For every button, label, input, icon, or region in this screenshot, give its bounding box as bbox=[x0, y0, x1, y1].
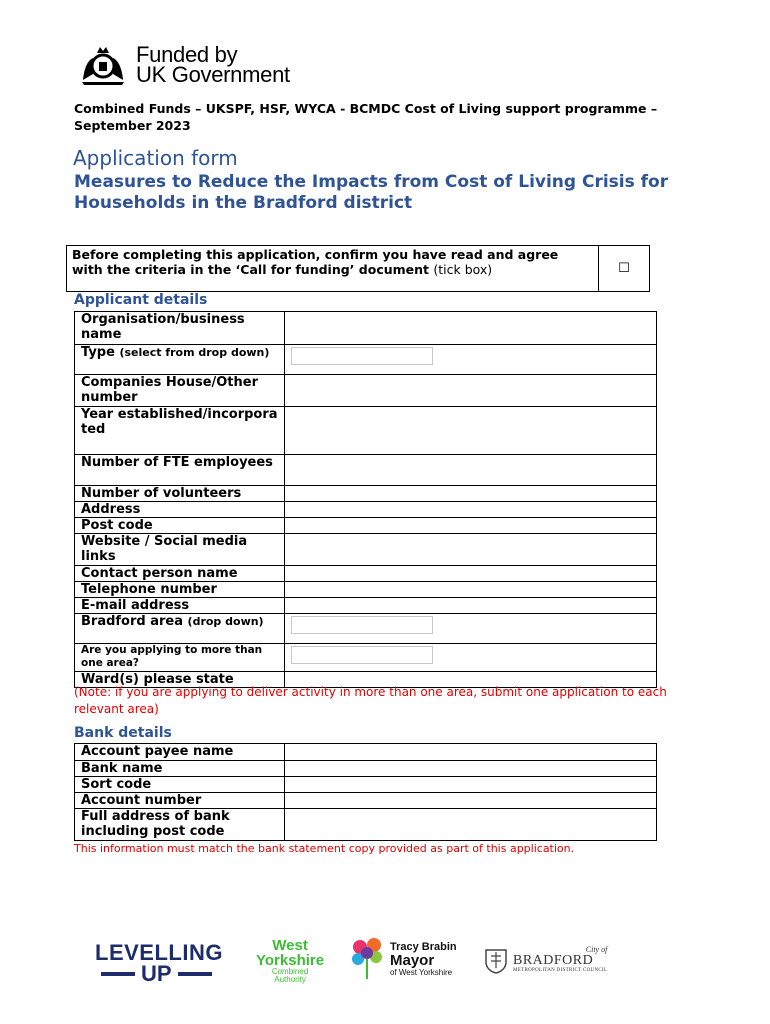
table-row bbox=[75, 761, 657, 777]
table-row bbox=[75, 502, 657, 518]
type-field bbox=[285, 345, 657, 375]
contact-person-field[interactable] bbox=[285, 566, 657, 582]
confirmation-hint: (tick box) bbox=[433, 262, 493, 277]
row-label: Address bbox=[75, 502, 285, 518]
table-row bbox=[75, 534, 657, 566]
table-row bbox=[75, 486, 657, 502]
telephone-field[interactable] bbox=[285, 582, 657, 598]
bradford-line-3: METROPOLITAN DISTRICT COUNCIL bbox=[513, 968, 608, 973]
type-dropdown[interactable] bbox=[291, 347, 433, 365]
website-field[interactable] bbox=[285, 534, 657, 566]
levelling-up-logo bbox=[95, 942, 223, 984]
table-row bbox=[75, 566, 657, 582]
row-label: Type (select from drop down) bbox=[75, 345, 285, 375]
programme-title: Combined Funds – UKSPF, HSF, WYCA - BCMDC Cost of Living support programme – September 2023 bbox=[74, 101, 658, 133]
bradford-area-dropdown[interactable] bbox=[291, 616, 433, 634]
bradford-line-2: BRADFORD bbox=[513, 953, 594, 968]
checkbox-icon[interactable]: ☐ bbox=[618, 261, 630, 276]
mayor-logo bbox=[350, 937, 457, 981]
confirmation-checkbox[interactable] bbox=[599, 246, 649, 291]
row-label: Contact person name bbox=[75, 566, 285, 582]
row-label: Organisation/business name bbox=[75, 312, 285, 345]
sort-code-field[interactable] bbox=[285, 777, 657, 793]
row-label: Post code bbox=[75, 518, 285, 534]
row-label: Account payee name bbox=[75, 744, 285, 761]
row-label: Telephone number bbox=[75, 582, 285, 598]
table-row bbox=[75, 744, 657, 761]
confirmation-label: Before completing this application, confirm you have read and agree with the criteria in the ‘Call for funding’ document bbox=[72, 247, 559, 277]
table-row bbox=[75, 598, 657, 614]
applicant-details-table bbox=[74, 311, 657, 688]
organisation-name-field[interactable] bbox=[285, 312, 657, 345]
area-note: (Note: if you are applying to deliver activity in more than one area, submit one application to each relevant area) bbox=[74, 685, 667, 716]
table-row bbox=[75, 582, 657, 598]
account-number-field[interactable] bbox=[285, 793, 657, 809]
page-subtitle: Measures to Reduce the Impacts from Cost of Living Crisis for Households in the Bradford district bbox=[74, 172, 669, 213]
table-row bbox=[75, 312, 657, 345]
fte-employees-field[interactable] bbox=[285, 455, 657, 486]
multiple-area-dropdown[interactable] bbox=[291, 646, 433, 664]
wy-line-1: West bbox=[272, 937, 308, 954]
row-label: Are you applying to more than one area? bbox=[75, 644, 285, 672]
confirmation-table bbox=[66, 245, 650, 292]
row-label: Year established/incorporated bbox=[75, 407, 285, 455]
address-field[interactable] bbox=[285, 502, 657, 518]
bradford-crest-icon bbox=[483, 946, 509, 974]
royal-crest-icon bbox=[78, 44, 128, 86]
flower-icon bbox=[350, 937, 386, 981]
bradford-council-logo bbox=[483, 946, 607, 974]
wy-line-2: Yorkshire bbox=[256, 952, 325, 969]
companies-house-number-field[interactable] bbox=[285, 375, 657, 407]
volunteers-field[interactable] bbox=[285, 486, 657, 502]
bank-details-table bbox=[74, 743, 657, 841]
mayor-name: Tracy Brabin bbox=[390, 941, 457, 953]
row-label: Sort code bbox=[75, 777, 285, 793]
row-label: Companies House/Other number bbox=[75, 375, 285, 407]
logo-line-1: Funded by bbox=[136, 42, 238, 67]
bank-note: This information must match the bank statement copy provided as part of this application. bbox=[74, 842, 575, 855]
row-label: Ward(s) please state bbox=[75, 672, 285, 688]
mayor-title: Mayor bbox=[390, 952, 435, 969]
table-row bbox=[75, 777, 657, 793]
year-established-field[interactable] bbox=[285, 407, 657, 455]
row-label: Bank name bbox=[75, 761, 285, 777]
table-row bbox=[75, 455, 657, 486]
table-row bbox=[75, 614, 657, 644]
bradford-area-field bbox=[285, 614, 657, 644]
mayor-region: of West Yorkshire bbox=[390, 968, 453, 977]
bank-address-field[interactable] bbox=[285, 809, 657, 841]
confirmation-text bbox=[67, 246, 599, 291]
logo-line-2: UK Government bbox=[136, 62, 290, 87]
multiple-area-field bbox=[285, 644, 657, 672]
row-label: Website / Social media links bbox=[75, 534, 285, 566]
applicant-details-heading: Applicant details bbox=[74, 292, 208, 308]
row-label: Account number bbox=[75, 793, 285, 809]
table-row bbox=[75, 407, 657, 455]
post-code-field[interactable] bbox=[285, 518, 657, 534]
west-yorkshire-ca-logo bbox=[256, 938, 324, 984]
table-row bbox=[75, 345, 657, 375]
table-row bbox=[75, 518, 657, 534]
email-field[interactable] bbox=[285, 598, 657, 614]
row-label: E-mail address bbox=[75, 598, 285, 614]
levelling-line-1: LEVELLING bbox=[95, 940, 223, 965]
row-hint: (select from drop down) bbox=[119, 346, 270, 359]
bank-details-heading: Bank details bbox=[74, 725, 172, 741]
row-label: Bradford area (drop down) bbox=[75, 614, 285, 644]
table-row bbox=[75, 375, 657, 407]
table-row bbox=[75, 644, 657, 672]
levelling-line-2: UP bbox=[141, 961, 172, 986]
page-title: Application form bbox=[73, 146, 238, 170]
row-label: Full address of bank including post code bbox=[75, 809, 285, 841]
table-row bbox=[75, 809, 657, 841]
wy-line-3: Combined bbox=[271, 967, 309, 976]
wy-line-4: Authority bbox=[274, 975, 306, 984]
row-hint: (drop down) bbox=[187, 615, 264, 628]
uk-government-logo bbox=[78, 44, 290, 86]
row-label: Number of volunteers bbox=[75, 486, 285, 502]
table-row bbox=[75, 793, 657, 809]
bradford-line-1: City of bbox=[585, 945, 608, 954]
row-label: Number of FTE employees bbox=[75, 455, 285, 486]
bank-name-field[interactable] bbox=[285, 761, 657, 777]
account-payee-field[interactable] bbox=[285, 744, 657, 761]
